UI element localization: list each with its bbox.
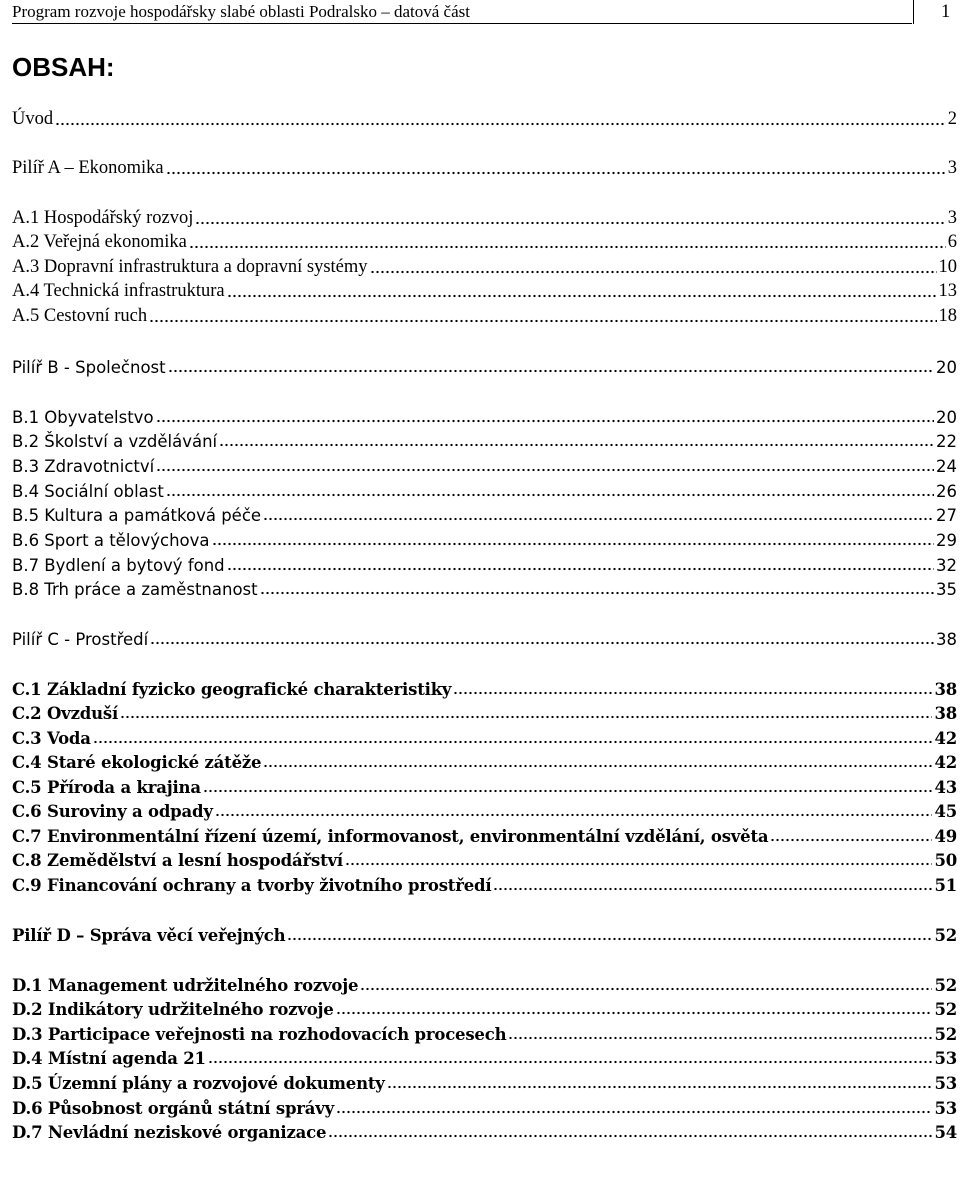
dot-leader (328, 1134, 932, 1138)
dot-leader (453, 691, 932, 695)
dot-leader (203, 789, 933, 793)
header-divider (12, 23, 912, 24)
dot-leader (770, 838, 932, 842)
toc-entry-label: D.3 Participace veřejnosti na rozhodovacích procesech (12, 1025, 507, 1044)
toc-entry-c1[interactable] (12, 675, 957, 699)
toc-entry-a5[interactable] (12, 303, 957, 327)
toc-entry-label: D.7 Nevládní neziskové organizace (12, 1123, 327, 1142)
toc-entry-b5[interactable] (12, 501, 957, 525)
toc-entry-d4[interactable] (12, 1044, 957, 1068)
toc-entry-d1[interactable] (12, 971, 957, 995)
toc-entry-c7[interactable] (12, 822, 957, 846)
toc-entry-label: C.3 Voda (12, 729, 91, 748)
toc-entry-page: 26 (936, 482, 957, 501)
toc-entry-page: 2 (947, 109, 957, 129)
toc-entry-page: 52 (934, 1000, 957, 1019)
toc-entry-c5[interactable] (12, 773, 957, 797)
toc-entry-page: 38 (934, 680, 957, 699)
toc-entry-label: D.4 Místní agenda 21 (12, 1049, 206, 1068)
toc-entry-page: 27 (936, 506, 957, 525)
toc-entry-b7[interactable] (12, 551, 957, 575)
toc-entry-a3[interactable] (12, 254, 957, 278)
toc-entry-d5[interactable] (12, 1069, 957, 1093)
toc-entry-pilir-d[interactable] (12, 921, 957, 945)
toc-entry-page: 49 (934, 827, 957, 846)
toc-entry-page: 10 (938, 257, 957, 277)
dot-leader (168, 369, 934, 373)
toc-entry-a2[interactable] (12, 229, 957, 253)
toc-entry-label: C.6 Suroviny a odpady (12, 802, 213, 821)
header-separator (913, 0, 914, 24)
toc-entry-label: A.2 Veřejná ekonomika (12, 232, 187, 252)
toc-entry-label: Pilíř C - Prostředí (12, 630, 149, 649)
toc-entry-label: C.5 Příroda a krajina (12, 778, 201, 797)
dot-leader (263, 764, 932, 768)
toc-entry-label: C.1 Základní fyzicko geografické charakteristiky (12, 680, 452, 699)
toc-entry-label: B.8 Trh práce a zaměstnanost (12, 580, 258, 599)
dot-leader (195, 221, 945, 225)
toc-entry-d7[interactable] (12, 1118, 957, 1142)
dot-leader (166, 493, 934, 497)
dot-leader (149, 319, 936, 323)
toc-entry-pilir-a[interactable] (12, 155, 957, 179)
dot-leader (287, 937, 932, 941)
toc-entry-page: 52 (934, 976, 957, 995)
toc-entry-page: 18 (938, 306, 957, 326)
toc-entry-page: 42 (934, 753, 957, 772)
toc-entry-a1[interactable] (12, 205, 957, 229)
toc-entry-page: 20 (936, 358, 957, 377)
toc-entry-label: B.5 Kultura a památková péče (12, 506, 262, 525)
toc-entry-b2[interactable] (12, 427, 957, 451)
dot-leader (215, 813, 933, 817)
toc-entry-label: A.4 Technická infrastruktura (12, 281, 225, 301)
dot-leader (212, 542, 934, 546)
toc-heading: OBSAH: (12, 52, 115, 82)
toc-entry-page: 20 (936, 408, 957, 427)
toc-entry-label: B.7 Bydlení a bytový fond (12, 556, 225, 575)
toc-entry-page: 29 (936, 531, 957, 550)
toc-entry-label: D.6 Působnost orgánů státní správy (12, 1099, 335, 1118)
toc-entry-page: 3 (947, 158, 957, 178)
dot-leader (260, 591, 934, 595)
dot-leader (345, 862, 932, 866)
dot-leader (55, 122, 946, 126)
toc-entry-c6[interactable] (12, 797, 957, 821)
toc-entry-label: C.9 Financování ochrany a tvorby životního prostředí (12, 876, 492, 895)
toc-entry-b6[interactable] (12, 526, 957, 550)
toc-entry-c2[interactable] (12, 699, 957, 723)
toc-entry-page: 6 (947, 232, 957, 252)
toc-entry-page: 53 (934, 1099, 957, 1118)
toc-entry-label: A.3 Dopravní infrastruktura a dopravní systémy (12, 257, 368, 277)
toc-entry-label: D.2 Indikátory udržitelného rozvoje (12, 1000, 334, 1019)
dot-leader (336, 1011, 933, 1015)
toc-entry-b1[interactable] (12, 403, 957, 427)
toc-entry-page: 50 (934, 851, 957, 870)
toc-entry-page: 51 (934, 876, 957, 895)
toc-entry-label: A.5 Cestovní ruch (12, 306, 148, 326)
toc-entry-label: A.1 Hospodářský rozvoj (12, 208, 194, 228)
toc-entry-label: Úvod (12, 109, 54, 129)
dot-leader (387, 1085, 933, 1089)
dot-leader (150, 641, 934, 645)
toc-entry-d6[interactable] (12, 1094, 957, 1118)
toc-entry-page: 3 (947, 208, 957, 228)
toc-entry-page: 43 (934, 778, 957, 797)
toc-entry-label: C.4 Staré ekologické zátěže (12, 753, 262, 772)
toc-entry-label: B.4 Sociální oblast (12, 482, 164, 501)
toc-entry-c3[interactable] (12, 724, 957, 748)
toc-entry-label: C.7 Environmentální řízení území, informovanost, environmentální vzdělání, osvěta (12, 827, 769, 846)
toc-entry-page: 24 (936, 457, 957, 476)
toc-entry-page: 52 (934, 1025, 957, 1044)
toc-entry-label: B.1 Obyvatelstvo (12, 408, 154, 427)
dot-leader (166, 171, 946, 175)
toc-entry-label: Pilíř D – Správa věcí veřejných (12, 926, 286, 945)
toc-entry-label: B.6 Sport a tělovýchova (12, 531, 210, 550)
dot-leader (208, 1060, 933, 1064)
toc-entry-page: 45 (934, 802, 957, 821)
toc-entry-page: 32 (936, 556, 957, 575)
toc-entry-a4[interactable] (12, 278, 957, 302)
document-title: Program rozvoje hospodářsky slabé oblasti Podralsko – datová část (12, 2, 470, 21)
toc-entry-label: Pilíř B - Společnost (12, 358, 166, 377)
toc-entry-page: 54 (934, 1123, 957, 1142)
dot-leader (370, 270, 937, 274)
toc-entry-page: 53 (934, 1074, 957, 1093)
dot-leader (227, 294, 937, 298)
toc-entry-page: 35 (936, 580, 957, 599)
toc-entry-label: Pilíř A – Ekonomika (12, 158, 164, 178)
toc-entry-d2[interactable] (12, 995, 957, 1019)
toc-entry-uvod[interactable] (12, 106, 957, 130)
toc-entry-c9[interactable] (12, 871, 957, 895)
dot-leader (156, 419, 934, 423)
toc-entry-b8[interactable] (12, 575, 957, 599)
toc-entry-c8[interactable] (12, 846, 957, 870)
dot-leader (219, 443, 934, 447)
toc-entry-pilir-b[interactable] (12, 353, 957, 377)
dot-leader (189, 245, 946, 249)
toc-entry-d3[interactable] (12, 1020, 957, 1044)
dot-leader (360, 987, 932, 991)
toc-entry-page: 53 (934, 1049, 957, 1068)
dot-leader (227, 567, 934, 571)
dot-leader (120, 715, 932, 719)
dot-leader (263, 517, 934, 521)
page-number: 1 (941, 2, 951, 22)
dot-leader (508, 1036, 932, 1040)
toc-entry-page: 42 (934, 729, 957, 748)
toc-entry-page: 52 (934, 926, 957, 945)
toc-entry-c4[interactable] (12, 748, 957, 772)
toc-entry-page: 13 (938, 281, 957, 301)
dot-leader (93, 740, 933, 744)
dot-leader (156, 468, 934, 472)
toc-entry-label: B.3 Zdravotnictví (12, 457, 155, 476)
toc-entry-b4[interactable] (12, 477, 957, 501)
toc-entry-label: C.8 Zemědělství a lesní hospodářství (12, 851, 343, 870)
toc-entry-label: C.2 Ovzduší (12, 704, 119, 723)
toc-entry-page: 38 (934, 704, 957, 723)
toc-entry-b3[interactable] (12, 452, 957, 476)
dot-leader (336, 1110, 932, 1114)
toc-entry-label: D.1 Management udržitelného rozvoje (12, 976, 359, 995)
toc-entry-page: 38 (936, 630, 957, 649)
toc-entry-page: 22 (936, 432, 957, 451)
toc-entry-label: D.5 Územní plány a rozvojové dokumenty (12, 1074, 385, 1093)
toc-entry-label: B.2 Školství a vzdělávání (12, 432, 218, 451)
toc-entry-pilir-c[interactable] (12, 625, 957, 649)
page-header (0, 0, 960, 24)
dot-leader (493, 887, 932, 891)
